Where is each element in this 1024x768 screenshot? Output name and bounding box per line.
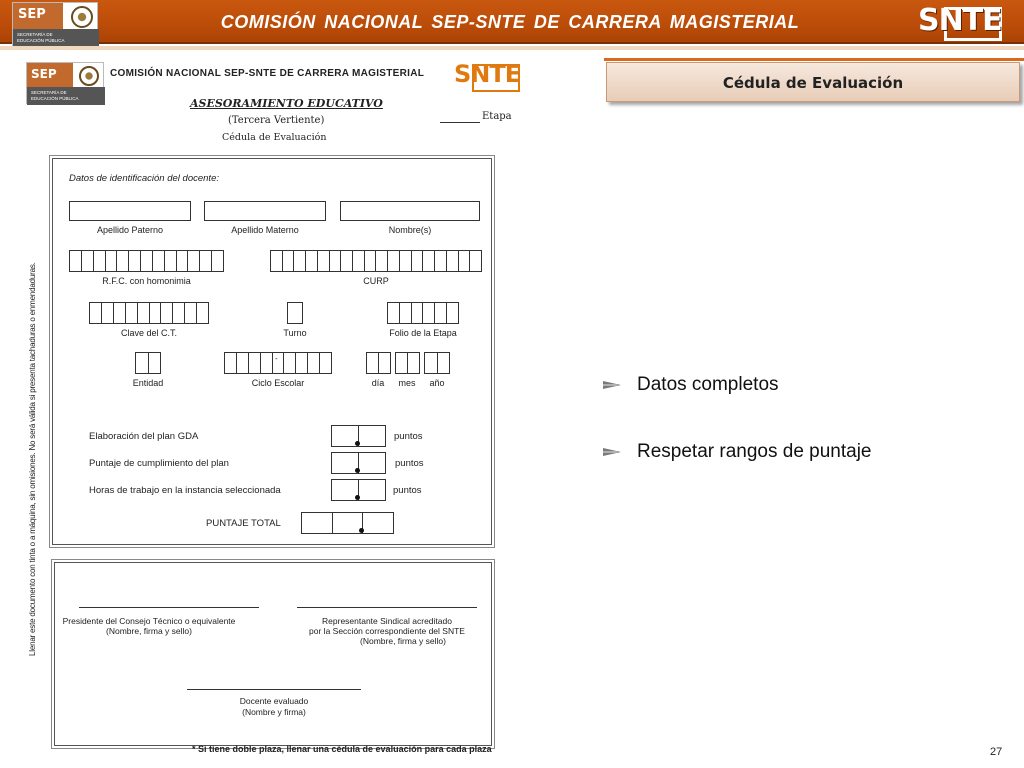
section-title: Cédula de Evaluación [606,62,1020,102]
presidente-label: Presidente del Consejo Técnico o equivalente [62,616,236,626]
footnote: * Si tiene doble plaza, llenar una cédula de evaluación para cada plaza [192,744,492,754]
ciclo-separator: - [275,354,278,363]
decimal-dot [355,441,360,446]
signature-line [297,607,477,608]
total-label: PUNTAJE TOTAL [206,518,281,529]
sep-logo-subtitle: SECRETARÍA DE EDUCACIÓN PÚBLICA [17,32,65,43]
doc-snte-logo-text: SNTE [454,60,521,88]
total-score-box [301,512,394,534]
apellido-materno-field [204,201,326,221]
decimal-dot [355,468,360,473]
doc-header: COMISIÓN NACIONAL SEP-SNTE DE CARRERA MAGISTERIAL [110,68,425,79]
arrow-bullet-icon [603,379,625,391]
score-unit: puntos [394,431,423,442]
turno-cell [287,302,303,324]
vertical-instructions: Llenar este documento con tinta o a máquina, sin omisiones. No será válida si presenta tachaduras o enmendaduras. [28,262,37,656]
score-label: Puntaje de cumplimiento del plan [89,458,229,469]
identification-frame [52,158,492,545]
doc-snte-logo [454,60,522,94]
score-label: Horas de trabajo en la instancia seleccionada [89,485,281,496]
doc-eagle-icon [79,66,99,86]
representante-sublabel-2: (Nombre, firma y sello) [360,636,446,646]
presidente-sublabel: (Nombre, firma y sello) [106,626,192,636]
snte-logo-text: SNTE [918,3,1002,38]
title-accent-line [604,58,1024,61]
doc-title: ASESORAMIENTO EDUCATIVO [190,97,383,110]
apellido-materno-label: Apellido Materno [231,225,299,235]
turno-label: Turno [283,328,307,338]
bullet-item [603,374,779,396]
header-strip [0,46,1024,50]
nombres-label: Nombre(s) [388,225,432,235]
docente-label: Docente evaluado [239,696,309,706]
etapa-line [440,122,480,123]
curp-cells [270,250,482,272]
doc-subtitle-2: Cédula de Evaluación [222,132,327,143]
entidad-label: Entidad [132,378,164,388]
identification-label: Datos de identificación del docente: [69,173,219,184]
score-label: Elaboración del plan GDA [89,431,199,442]
apellido-paterno-label: Apellido Paterno [96,225,164,235]
bullet-text: Datos completos [637,374,779,395]
curp-label: CURP [363,276,389,286]
clave-ct-label: Clave del C.T. [120,328,178,338]
folio-label: Folio de la Etapa [389,328,457,338]
apellido-paterno-field [69,201,191,221]
rfc-label: R.F.C. con homonimia [102,276,191,286]
signature-line [187,689,361,690]
ciclo-cells [224,352,332,374]
nombres-field [340,201,480,221]
docente-sublabel: (Nombre y firma) [242,707,306,717]
top-banner [0,0,1024,44]
signatures-frame [54,562,492,746]
arrow-bullet-icon [603,446,625,458]
folio-cells [387,302,459,324]
sep-logo [12,2,98,48]
decimal-dot [355,495,360,500]
ciclo-label: Ciclo Escolar [251,378,305,388]
etapa-label: Etapa [482,111,512,122]
doc-sep-logo-subtitle: SECRETARÍA DE EDUCACIÓN PÚBLICA [31,90,79,101]
anio-label: año [429,378,445,388]
snte-logo [918,3,1004,41]
representante-label: Representante Sindical acreditado [322,616,452,626]
entidad-cells [135,352,161,374]
mexico-eagle-icon [71,6,93,28]
doc-subtitle: (Tercera Vertiente) [228,115,325,126]
evaluation-form-image [22,60,528,760]
mes-cells [395,352,420,374]
doc-sep-logo [26,62,104,104]
doc-sep-logo-text: SEP [31,67,57,81]
decimal-dot [359,528,364,533]
anio-cells [424,352,450,374]
dia-cells [366,352,391,374]
signature-line [79,607,259,608]
rfc-cells [69,250,224,272]
score-unit: puntos [395,458,424,469]
mes-label: mes [398,378,416,388]
bullet-item [603,441,872,463]
sep-logo-text: SEP [18,7,46,22]
bullet-text: Respetar rangos de puntaje [637,441,872,462]
banner-title: COMISIÓN NACIONAL SEP-SNTE DE CARRERA MAGISTERIAL [220,12,800,32]
representante-sublabel: por la Sección correspondiente del SNTE [309,626,465,636]
page-number: 27 [990,746,1003,758]
clave-ct-cells [89,302,209,324]
dia-label: día [371,378,385,388]
score-unit: puntos [393,485,422,496]
